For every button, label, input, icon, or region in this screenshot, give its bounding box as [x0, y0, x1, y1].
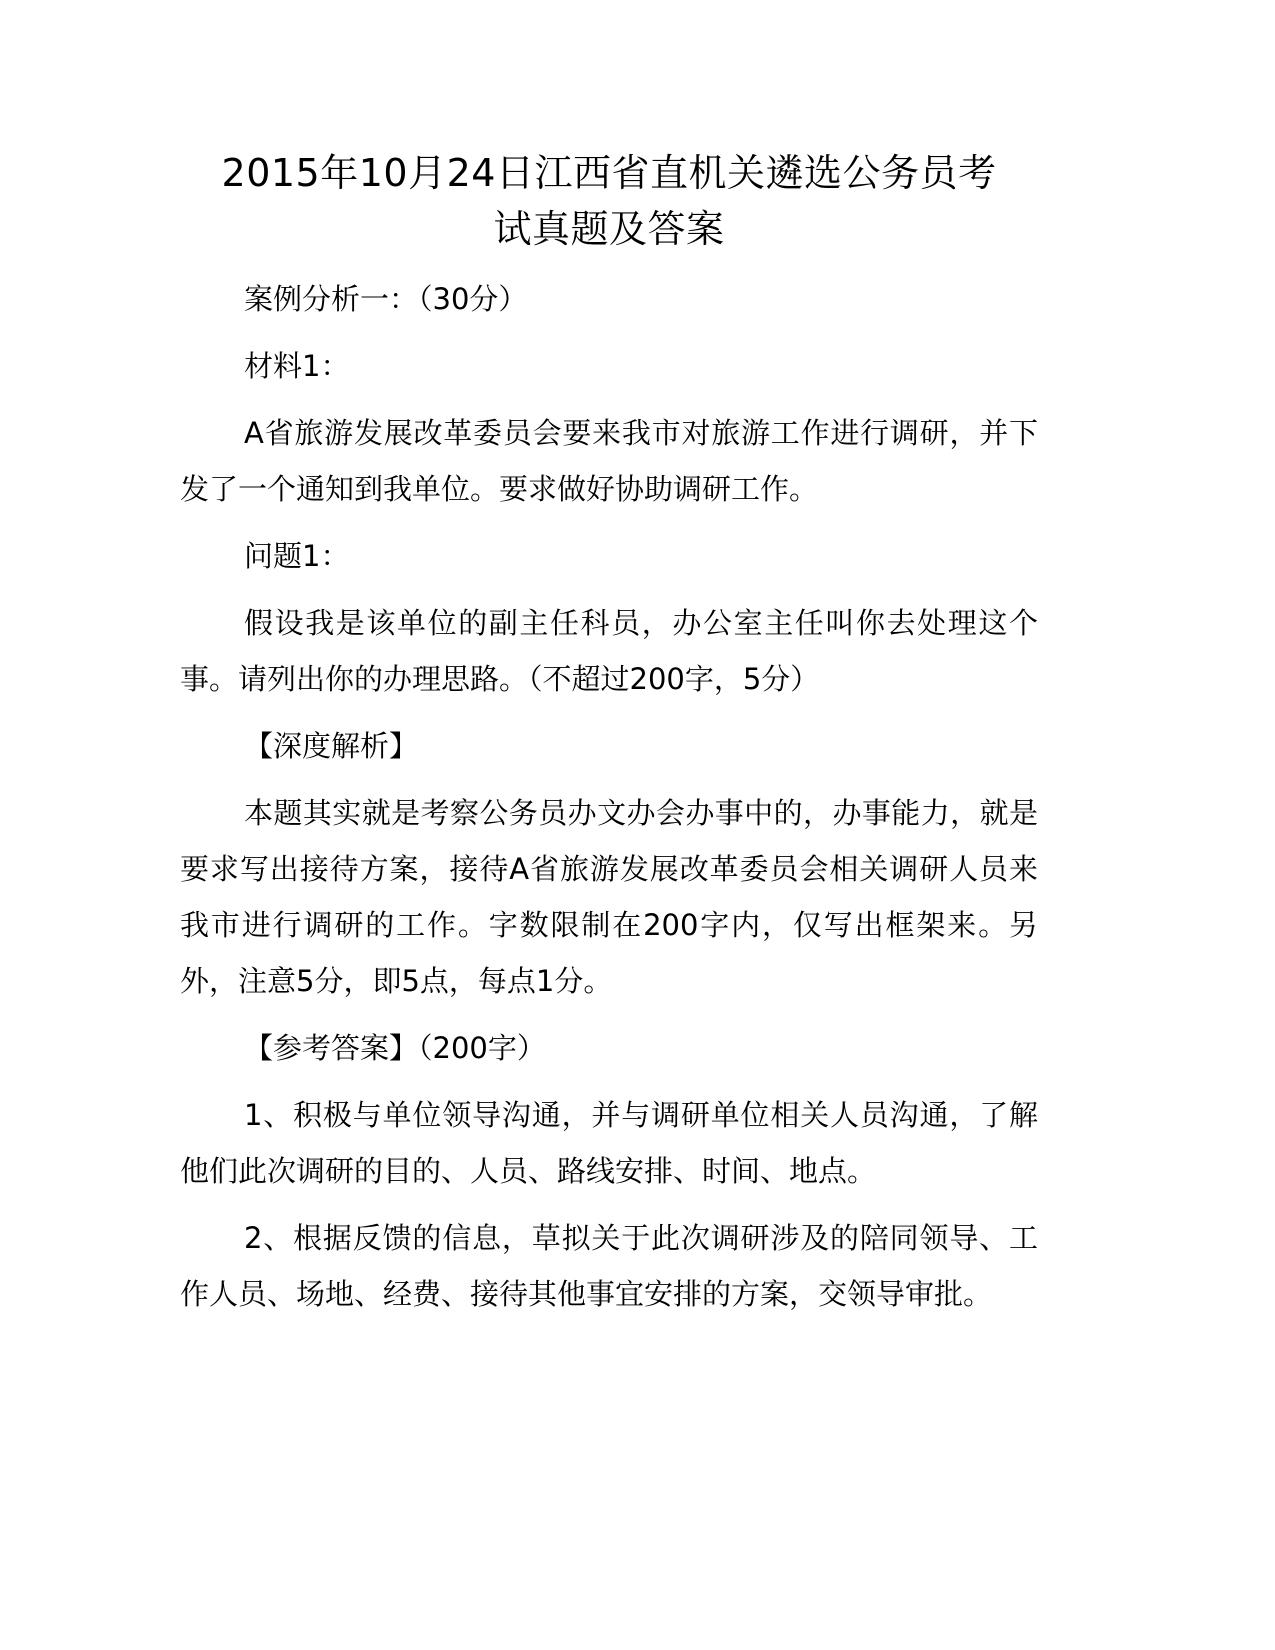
document-page [180, 145, 1038, 1322]
answer-point-2: 2、根据反馈的信息，草拟关于此次调研涉及的陪同领导、工作人员、场地、经费、接待其他事宜安排的方案，交领导审批。 [180, 1221, 1038, 1311]
material-label: 材料1： [244, 349, 350, 383]
section-heading: 案例分析一：（30分） [244, 282, 528, 316]
question-text: 假设我是该单位的副主任科员，办公室主任叫你去处理这个事。请列出你的办理思路。（不超过200字，5分） [180, 606, 1038, 696]
title-line-1: 2015年10月24日江西省直机关遴选公务员考 [221, 151, 997, 195]
analysis-text: 本题其实就是考察公务员办文办会办事中的，办事能力，就是要求写出接待方案，接待A省旅游发展改革委员会相关调研人员来我市进行调研的工作。字数限制在200字内，仅写出框架来。另外，注意5分，即5点，每点1分。 [180, 796, 1038, 998]
question-label: 问题1： [244, 539, 350, 573]
material-text: A省旅游发展改革委员会要来我市对旅游工作进行调研，并下发了一个通知到我单位。要求做好协助调研工作。 [180, 416, 1038, 506]
answer-point-1: 1、积极与单位领导沟通，并与调研单位相关人员沟通，了解他们此次调研的目的、人员、路线安排、时间、地点。 [180, 1098, 1038, 1188]
answer-heading: 【参考答案】（200字） [244, 1031, 546, 1065]
analysis-heading: 【深度解析】 [244, 729, 419, 763]
document-title [180, 145, 1038, 257]
title-line-2: 试真题及答案 [493, 207, 725, 251]
